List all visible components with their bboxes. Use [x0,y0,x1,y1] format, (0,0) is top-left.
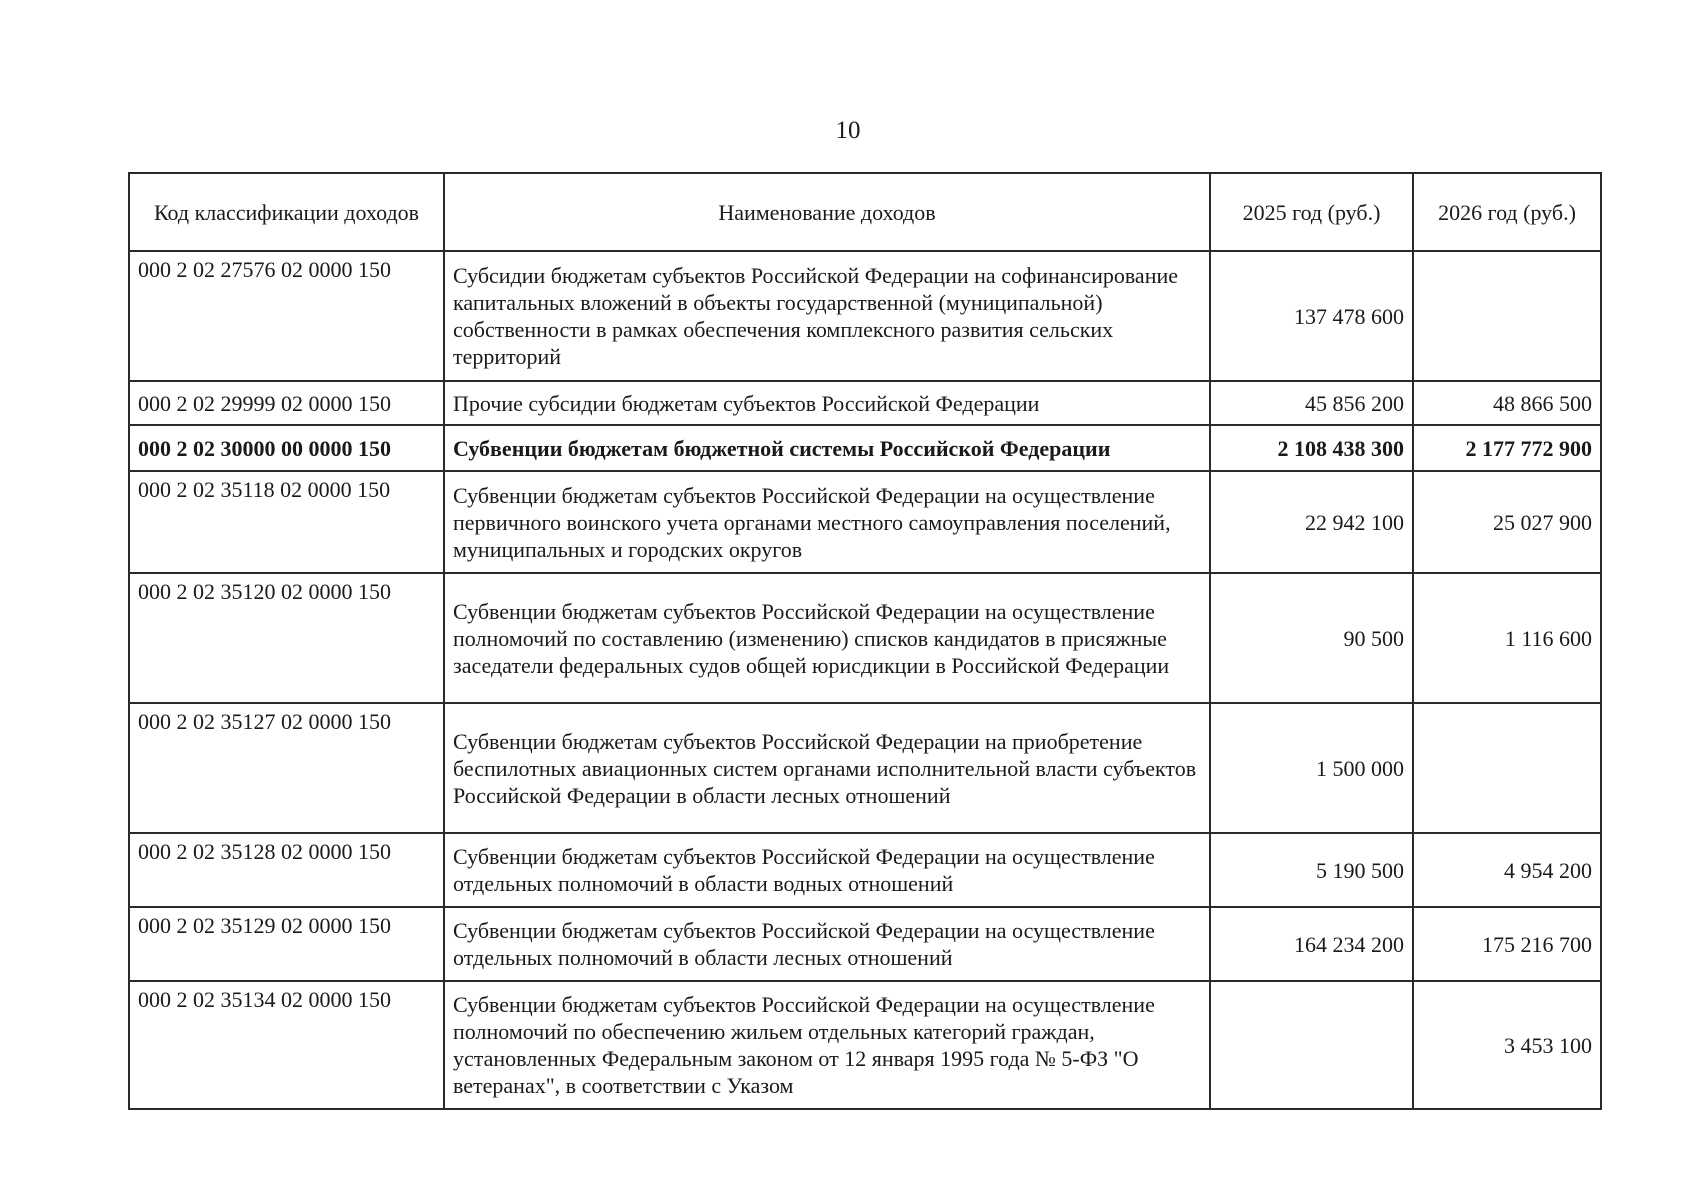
cell-code: 000 2 02 35120 02 0000 150 [129,573,444,703]
cell-2025: 164 234 200 [1210,907,1413,981]
page-number: 10 [835,117,861,144]
cell-name: Субвенции бюджетам субъектов Российской Федерации на осуществление полномочий по обеспечению жильем отдельных категорий граждан, установленных Федеральным законом от 12 января 1995 года № 5-ФЗ "О ветеранах", в соответствии с Указом [444,981,1210,1109]
cell-code: 000 2 02 35118 02 0000 150 [129,471,444,573]
table-row [129,833,1601,907]
cell-code: 000 2 02 27576 02 0000 150 [129,251,444,381]
cell-name: Субвенции бюджетам субъектов Российской Федерации на осуществление отдельных полномочий в области водных отношений [444,833,1210,907]
header-name: Наименование доходов [444,173,1210,251]
cell-2026: 2 177 772 900 [1413,425,1601,471]
table-row-total [129,425,1601,471]
cell-2025: 137 478 600 [1210,251,1413,381]
cell-code: 000 2 02 35128 02 0000 150 [129,833,444,907]
cell-name: Субвенции бюджетам субъектов Российской Федерации на осуществление первичного воинского учета органами местного самоуправления поселений, муниципальных и городских округов [444,471,1210,573]
cell-code: 000 2 02 30000 00 0000 150 [129,425,444,471]
header-code: Код классификации доходов [129,173,444,251]
cell-2026: 3 453 100 [1413,981,1601,1109]
table-row [129,471,1601,573]
table-row [129,981,1601,1109]
cell-2026 [1413,251,1601,381]
cell-2026: 1 116 600 [1413,573,1601,703]
cell-name: Субвенции бюджетам бюджетной системы Российской Федерации [444,425,1210,471]
cell-2025: 45 856 200 [1210,381,1413,425]
cell-name: Прочие субсидии бюджетам субъектов Российской Федерации [444,381,1210,425]
header-2026: 2026 год (руб.) [1413,173,1601,251]
cell-2026: 4 954 200 [1413,833,1601,907]
cell-code: 000 2 02 35134 02 0000 150 [129,981,444,1109]
cell-name: Субсидии бюджетам субъектов Российской Федерации на софинансирование капитальных вложений в объекты государственной (муниципальной) собственности в рамках обеспечения комплексного развития сельских территорий [444,251,1210,381]
cell-2026: 48 866 500 [1413,381,1601,425]
cell-2025: 2 108 438 300 [1210,425,1413,471]
table-row [129,703,1601,833]
cell-2026: 25 027 900 [1413,471,1601,573]
table-header-row [129,173,1601,251]
cell-name: Субвенции бюджетам субъектов Российской Федерации на осуществление отдельных полномочий в области лесных отношений [444,907,1210,981]
cell-2025: 1 500 000 [1210,703,1413,833]
cell-2026 [1413,703,1601,833]
cell-2025: 22 942 100 [1210,471,1413,573]
cell-2025: 5 190 500 [1210,833,1413,907]
table-row [129,907,1601,981]
cell-code: 000 2 02 35129 02 0000 150 [129,907,444,981]
income-table [128,172,1602,1110]
cell-name: Субвенции бюджетам субъектов Российской Федерации на приобретение беспилотных авиационных систем органами исполнительной власти субъектов Российской Федерации в области лесных отношений [444,703,1210,833]
cell-2026: 175 216 700 [1413,907,1601,981]
cell-2025: 90 500 [1210,573,1413,703]
cell-name: Субвенции бюджетам субъектов Российской Федерации на осуществление полномочий по составлению (изменению) списков кандидатов в присяжные заседатели федеральных судов общей юрисдикции в Российской Федерации [444,573,1210,703]
header-2025: 2025 год (руб.) [1210,173,1413,251]
cell-2025 [1210,981,1413,1109]
cell-code: 000 2 02 35127 02 0000 150 [129,703,444,833]
cell-code: 000 2 02 29999 02 0000 150 [129,381,444,425]
table-row [129,381,1601,425]
table-row [129,251,1601,381]
table-row [129,573,1601,703]
